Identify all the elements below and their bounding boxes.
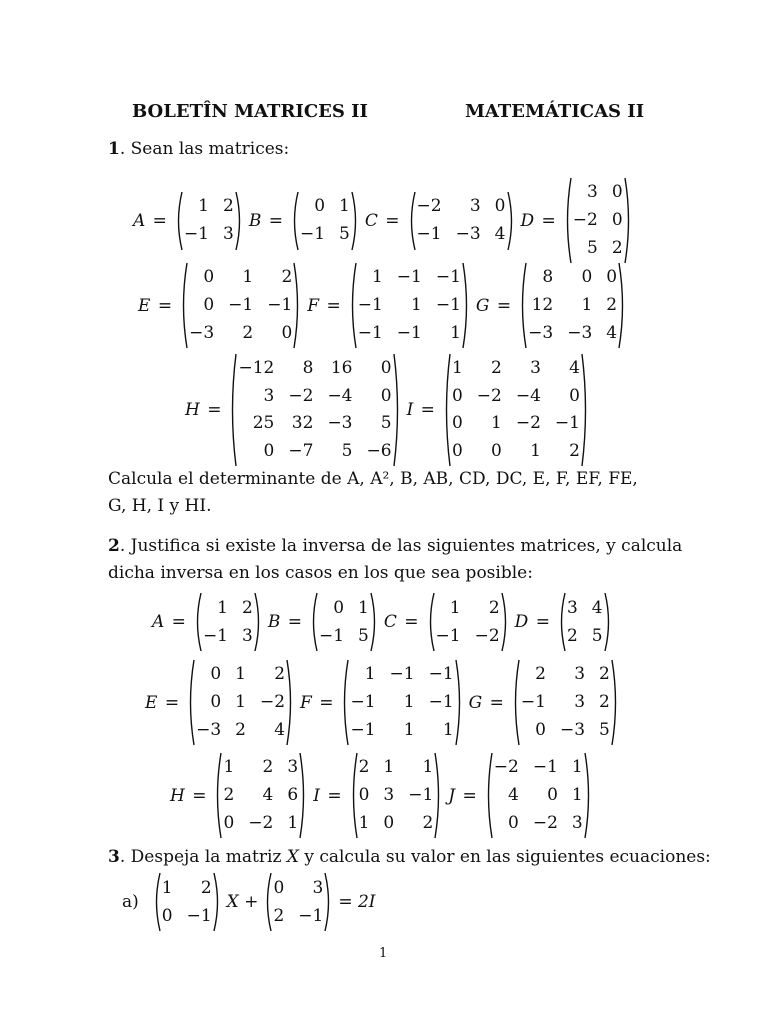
- matrix-cell: 1: [287, 812, 299, 833]
- matrix-cell: 0: [451, 440, 463, 461]
- matrix-cell: 12: [531, 294, 554, 315]
- matrix-cell: −1: [299, 224, 326, 244]
- matrix-cell: 1: [358, 597, 369, 618]
- matrix: [153, 872, 221, 932]
- matrix-cell: 0: [333, 597, 345, 618]
- right-paren: [611, 659, 619, 746]
- matrix-cell: 0: [223, 812, 235, 833]
- right-paren: [455, 659, 463, 746]
- right-paren: [351, 191, 359, 251]
- matrix-cell: 2: [358, 757, 370, 778]
- page-number: 1: [379, 946, 388, 961]
- ex1-intro-text: . Sean las matrices:: [119, 139, 290, 159]
- ex2-row3: [170, 752, 592, 839]
- matrix-cell: −4: [515, 385, 541, 406]
- left-paren: [153, 872, 161, 932]
- matrix-label-b: B =: [267, 612, 302, 632]
- left-paren: [175, 191, 183, 251]
- matrix-cell: 0: [210, 691, 222, 712]
- ex3-item-a: [122, 872, 376, 932]
- matrix-c: [427, 592, 509, 652]
- matrix: [264, 872, 332, 932]
- matrix-cell: 4: [262, 784, 274, 805]
- matrix-cell: 1: [450, 322, 461, 343]
- matrix-cell: 3: [242, 625, 253, 646]
- matrix-g: [512, 659, 619, 746]
- matrix-label-e: E =: [145, 692, 180, 713]
- left-paren: [408, 191, 416, 251]
- matrix-cell: 4: [591, 597, 603, 618]
- matrix-cell: 0: [581, 267, 593, 288]
- matrix-cell: 0: [273, 877, 285, 898]
- matrix-cell: −2: [476, 385, 502, 406]
- matrix-cell: 1: [581, 294, 593, 315]
- matrix-cell: −1: [389, 664, 415, 685]
- matrix-cell: 0: [569, 385, 580, 406]
- matrix-cell: 1: [364, 664, 376, 685]
- matrix-cell: 4: [508, 784, 519, 805]
- matrix-cell: 0: [203, 267, 215, 288]
- matrix-cell: 5: [339, 224, 350, 244]
- matrix-cell: −1: [202, 625, 228, 646]
- matrix-cell: 0: [451, 413, 463, 434]
- matrix-label-f: F =: [307, 295, 341, 316]
- right-paren: [581, 353, 589, 467]
- ex2-line1-text: . Justifica si existe la inversa de las siguientes matrices, y calcula: [119, 536, 683, 556]
- matrix-cell: 3: [574, 691, 586, 712]
- right-paren: [299, 752, 307, 839]
- matrix-cell: 2: [535, 664, 546, 685]
- matrix-b: [310, 592, 378, 652]
- matrix-cell: 0: [611, 209, 623, 230]
- right-paren: [624, 177, 632, 264]
- matrix-cell: 16: [330, 358, 353, 379]
- matrix-cell: 2: [491, 358, 502, 379]
- matrix-cell: −1: [408, 784, 434, 805]
- matrix-cell: 3: [566, 597, 578, 618]
- right-paren: [584, 752, 592, 839]
- matrix-h: [214, 752, 307, 839]
- matrix-c: [408, 191, 515, 251]
- matrix-cell: −2: [248, 812, 274, 833]
- matrix-cell: −2: [493, 757, 519, 778]
- matrix-cell: 2: [242, 597, 253, 618]
- matrix-cell: −1: [357, 294, 383, 315]
- matrix-cell: 2: [273, 905, 285, 926]
- left-paren: [564, 177, 572, 264]
- matrix-cell: −1: [267, 294, 293, 315]
- right-paren: [604, 592, 612, 652]
- matrix-a: [194, 592, 262, 652]
- matrix-cell: −2: [288, 385, 314, 406]
- matrix-h: [229, 353, 400, 467]
- ex3-var: X +: [226, 892, 259, 912]
- matrix-cell: 5: [587, 237, 598, 258]
- left-paren: [519, 262, 527, 349]
- matrix-cell: 1: [449, 597, 461, 618]
- right-paren: [235, 191, 243, 251]
- right-paren: [434, 752, 442, 839]
- matrix-cell: −3: [327, 413, 353, 434]
- matrix-cell: 5: [341, 440, 353, 461]
- matrix-cell: 0: [314, 196, 326, 216]
- matrix-cell: −1: [435, 294, 461, 315]
- right-paren: [501, 592, 509, 652]
- matrix-cell: −1: [350, 691, 376, 712]
- matrix-cell: 2: [223, 196, 234, 216]
- left-paren: [558, 592, 566, 652]
- matrix-cell: 3: [287, 757, 299, 778]
- header-right: MATEMÁTICAS II: [465, 101, 645, 122]
- matrix-cell: 2: [566, 625, 578, 646]
- matrix-label-g: G =: [475, 295, 512, 316]
- matrix-cell: 6: [287, 784, 299, 805]
- matrix-label-a: A =: [133, 210, 167, 231]
- matrix-cell: −1: [428, 691, 454, 712]
- matrix-cell: 32: [291, 413, 314, 434]
- matrix-cell: 0: [491, 440, 502, 461]
- matrix-cell: 3: [571, 812, 583, 833]
- ex3-line1: 3. Despeja la matriz X y calcula su valor en las siguientes ecuaciones:: [108, 847, 711, 867]
- matrix-cell: −2: [515, 413, 541, 434]
- matrix-cell: 1: [491, 413, 502, 434]
- left-paren: [350, 752, 358, 839]
- matrix-cell: 3: [574, 664, 586, 685]
- matrix-cell: 8: [542, 267, 554, 288]
- matrix-cell: 2: [223, 784, 235, 805]
- left-paren: [427, 592, 435, 652]
- matrix-cell: −2: [416, 196, 442, 216]
- matrix-cell: 0: [508, 812, 519, 833]
- matrix-cell: 1: [442, 719, 454, 740]
- matrix-cell: 8: [302, 358, 314, 379]
- matrix-cell: 2: [281, 267, 293, 288]
- matrix-cell: −12: [238, 358, 275, 379]
- matrix-cell: −4: [327, 385, 353, 406]
- matrix-cell: −2: [474, 625, 500, 646]
- ex2-number: 2: [108, 536, 120, 556]
- matrix-cell: 5: [358, 625, 369, 646]
- matrix-cell: 1: [403, 719, 415, 740]
- ex1-task-line1: Calcula el determinante de A, A², B, AB, CD, DC, E, F, EF, FE,: [108, 469, 638, 489]
- matrix-cell: 1: [161, 877, 173, 898]
- matrix-cell: 1: [198, 196, 209, 216]
- matrix-cell: 1: [411, 294, 422, 315]
- matrix-cell: 4: [569, 358, 580, 379]
- matrix-g: [519, 262, 626, 349]
- matrix-cell: 2: [200, 877, 212, 898]
- matrix-label-a: A =: [152, 612, 186, 632]
- matrix-cell: −1: [183, 224, 209, 244]
- ex2-line2: dicha inversa en los casos en los que sea posible:: [108, 563, 533, 583]
- right-paren: [462, 262, 470, 349]
- matrix-cell: 3: [263, 385, 275, 406]
- matrix-cell: 1: [383, 757, 395, 778]
- matrix-cell: −1: [350, 719, 376, 740]
- ex1-row2: [138, 262, 626, 349]
- left-paren: [180, 262, 188, 349]
- matrix-cell: 1: [403, 691, 415, 712]
- left-paren: [310, 592, 318, 652]
- matrix-cell: −1: [520, 691, 546, 712]
- left-paren: [187, 659, 195, 746]
- right-paren: [507, 191, 515, 251]
- matrix-label-d: D =: [514, 612, 550, 632]
- right-paren: [213, 872, 221, 932]
- matrix-cell: −3: [189, 322, 215, 343]
- matrix-cell: −3: [528, 322, 554, 343]
- matrix-cell: −1: [298, 905, 324, 926]
- matrix-cell: 5: [599, 719, 610, 740]
- matrix-i: [350, 752, 443, 839]
- matrix-f: [341, 659, 462, 746]
- left-paren: [194, 592, 202, 652]
- ex3-rhs: = 2I: [338, 892, 376, 912]
- matrix-cell: 1: [451, 358, 463, 379]
- matrix-cell: 2: [235, 719, 246, 740]
- matrix-f: [349, 262, 470, 349]
- left-paren: [349, 262, 357, 349]
- right-paren: [324, 872, 332, 932]
- ex3-item-label: a): [122, 892, 139, 912]
- matrix-a: [175, 191, 243, 251]
- matrix-cell: 5: [380, 413, 392, 434]
- matrix-d: [558, 592, 612, 652]
- matrix-cell: −1: [186, 905, 212, 926]
- matrix-cell: −1: [435, 625, 461, 646]
- right-paren: [618, 262, 626, 349]
- matrix-cell: 25: [252, 413, 275, 434]
- matrix-cell: 5: [591, 625, 603, 646]
- matrix-cell: 2: [611, 237, 623, 258]
- matrix-cell: −1: [435, 267, 461, 288]
- matrix-cell: 1: [358, 812, 370, 833]
- ex2-line1: [108, 533, 682, 560]
- matrix-cell: 4: [274, 719, 286, 740]
- matrix-cell: 2: [606, 294, 618, 315]
- right-paren: [254, 592, 262, 652]
- matrix-cell: 1: [235, 691, 246, 712]
- matrix-cell: 3: [530, 358, 541, 379]
- matrix-cell: −6: [366, 440, 392, 461]
- left-paren: [443, 353, 451, 467]
- right-paren: [370, 592, 378, 652]
- right-paren: [293, 262, 301, 349]
- matrix-cell: −3: [567, 322, 593, 343]
- matrix-cell: 3: [312, 877, 324, 898]
- ex1-row3: [185, 353, 589, 467]
- matrix-cell: −2: [259, 691, 286, 712]
- matrix-cell: −1: [396, 322, 422, 343]
- matrix-cell: −3: [455, 224, 481, 244]
- matrix-cell: −1: [318, 625, 345, 646]
- matrix-cell: 1: [371, 267, 383, 288]
- matrix-cell: 0: [606, 267, 618, 288]
- matrix-cell: −1: [554, 413, 580, 434]
- left-paren: [291, 191, 299, 251]
- matrix-cell: −1: [416, 224, 442, 244]
- ex2-row2: [145, 659, 619, 746]
- matrix-cell: 0: [451, 385, 463, 406]
- matrix-cell: −1: [428, 664, 454, 685]
- matrix-cell: 1: [242, 267, 254, 288]
- matrix-label-d: D =: [520, 210, 556, 231]
- ex1-intro: [108, 136, 289, 163]
- matrix-cell: 2: [242, 322, 254, 343]
- matrix-cell: 0: [358, 784, 370, 805]
- left-paren: [341, 659, 349, 746]
- matrix-e: [187, 659, 294, 746]
- matrix-i: [443, 353, 589, 467]
- matrix-label-j: J =: [448, 785, 477, 806]
- left-paren: [264, 872, 272, 932]
- matrix-label-b: B =: [248, 210, 283, 231]
- ex1-number: 1: [108, 139, 120, 159]
- matrix-label-i: I =: [406, 400, 435, 420]
- matrix-cell: 3: [223, 224, 234, 244]
- matrix-cell: 0: [203, 294, 215, 315]
- matrix-cell: 4: [606, 322, 618, 343]
- matrix-label-c: C =: [383, 612, 419, 632]
- matrix-cell: 3: [469, 196, 481, 216]
- ex2-row1: [152, 592, 612, 652]
- matrix-e: [180, 262, 301, 349]
- matrix-cell: −1: [228, 294, 254, 315]
- matrix-cell: 0: [535, 719, 546, 740]
- matrix-cell: 2: [262, 757, 274, 778]
- matrix-cell: −3: [196, 719, 222, 740]
- matrix-cell: 1: [571, 757, 583, 778]
- matrix-cell: 2: [488, 597, 500, 618]
- matrix-cell: 0: [611, 182, 623, 203]
- matrix-cell: 3: [383, 784, 395, 805]
- matrix-cell: 2: [599, 691, 610, 712]
- matrix-label-i: I =: [313, 785, 342, 806]
- right-paren: [286, 659, 294, 746]
- matrix-cell: 2: [274, 664, 286, 685]
- matrix-cell: 0: [210, 664, 222, 685]
- matrix-cell: −7: [288, 440, 314, 461]
- matrix-cell: −1: [532, 757, 558, 778]
- right-paren: [393, 353, 401, 467]
- matrix-label-c: C =: [364, 210, 400, 231]
- left-paren: [485, 752, 493, 839]
- matrix-cell: 0: [380, 385, 392, 406]
- matrix-cell: 3: [587, 182, 598, 203]
- matrix-label-g: G =: [468, 692, 504, 713]
- matrix-cell: 0: [383, 812, 395, 833]
- matrix-cell: 1: [339, 196, 350, 216]
- matrix-cell: 4: [494, 224, 506, 244]
- matrix-cell: −3: [559, 719, 586, 740]
- matrix-cell: 0: [547, 784, 558, 805]
- matrix-cell: 0: [263, 440, 275, 461]
- matrix-label-h: H =: [185, 400, 222, 420]
- matrix-cell: 2: [569, 440, 580, 461]
- matrix-cell: 0: [281, 322, 293, 343]
- matrix-cell: −2: [532, 812, 558, 833]
- matrix-cell: 2: [599, 664, 610, 685]
- left-paren: [229, 353, 237, 467]
- ex1-row1: [133, 177, 632, 264]
- matrix-cell: 0: [494, 196, 506, 216]
- matrix-cell: 1: [217, 597, 228, 618]
- matrix-b: [291, 191, 359, 251]
- matrix-cell: 1: [235, 664, 246, 685]
- matrix-cell: 2: [422, 812, 434, 833]
- matrix-cell: 1: [571, 784, 583, 805]
- matrix-cell: −1: [357, 322, 383, 343]
- matrix-label-h: H =: [170, 785, 207, 806]
- left-paren: [512, 659, 520, 746]
- matrix-label-e: E =: [138, 295, 173, 316]
- matrix-cell: 1: [530, 440, 541, 461]
- matrix-cell: 1: [223, 757, 235, 778]
- matrix-cell: 1: [422, 757, 434, 778]
- matrix-cell: 0: [161, 905, 173, 926]
- ex1-task-line2: G, H, I y HI.: [108, 496, 212, 516]
- matrix-cell: 0: [380, 358, 392, 379]
- ex3-number: 3: [108, 847, 120, 867]
- matrix-cell: −1: [396, 267, 422, 288]
- matrix-label-f: F =: [300, 692, 334, 713]
- matrix-j: [485, 752, 592, 839]
- matrix-cell: −2: [572, 209, 598, 230]
- header-left: BOLETÎN MATRICES II: [132, 101, 368, 122]
- matrix-d: [564, 177, 632, 264]
- left-paren: [214, 752, 222, 839]
